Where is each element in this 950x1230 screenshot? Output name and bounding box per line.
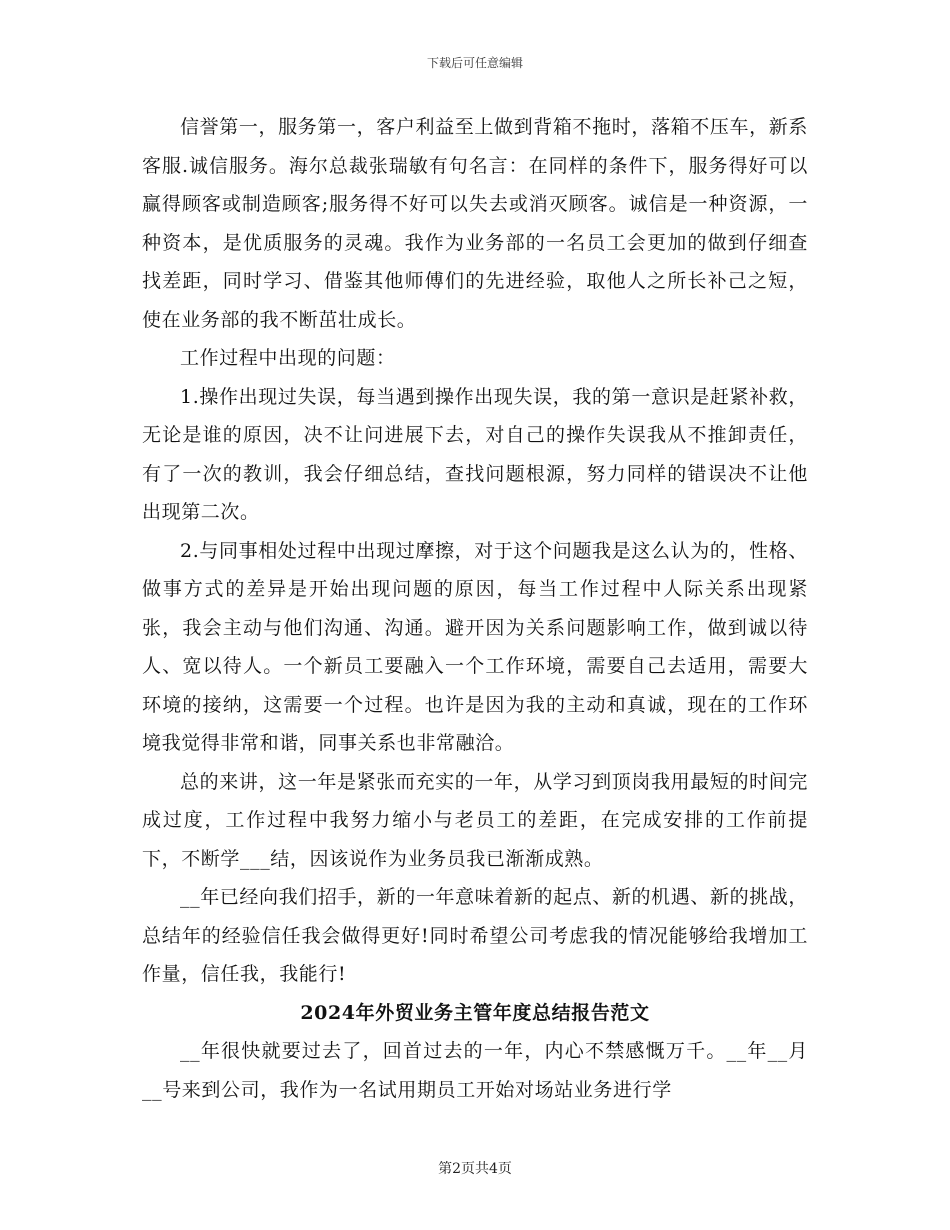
page-footer <box>0 1158 950 1178</box>
paragraph: __年已经向我们招手，新的一年意味着新的起点、新的机遇、新的挑战，总结年的经验信任我会做得更好!同时希望公司考虑我的情况能够给我增加工作量，信任我，我能行! <box>142 886 808 985</box>
paragraph: 1.操作出现过失误，每当遇到操作出现失误，我的第一意识是赶紧补救，无论是谁的原因，决不让问进展下去，对自己的操作失误我从不推卸责任，有了一次的教训，我会仔细总结，查找问题根源，努力同样的错误决不让他出现第二次。 <box>142 385 808 523</box>
document-body <box>142 108 808 1109</box>
header-text: 下载后可任意编辑 <box>426 56 523 70</box>
section-title: 2024年外贸业务主管年度总结报告范文 <box>300 1001 650 1024</box>
page-number: 第2页共4页 <box>438 1161 512 1177</box>
paragraph: __年很快就要过去了，回首过去的一年，内心不禁感慨万千。__年__月__号来到公司，我作为一名试用期员工开始对场站业务进行学 <box>142 1040 808 1101</box>
paragraph: 2.与同事相处过程中出现过摩擦，对于这个问题我是这么认为的，性格、做事方式的差异是开始出现问题的原因，每当工作过程中人际关系出现紧张，我会主动与他们沟通、沟通。避开因为关系问题影响工作，做到诚以待人、宽以待人。一个新员工要融入一个工作环境，需要自己去适用，需要大环境的接纳，这需要一个过程。也许是因为我的主动和真诚，现在的工作环境我觉得非常和谐，同事关系也非常融洽。 <box>142 539 808 754</box>
paragraph: 信誉第一，服务第一，客户利益至上做到背箱不拖时，落箱不压车，新系客服.诚信服务。海尔总裁张瑞敏有句名言：在同样的条件下，服务得好可以赢得顾客或制造顾客;服务得不好可以失去或消灭顾客。诚信是一种资源，一种资本，是优质服务的灵魂。我作为业务部的一名员工会更加的做到仔细查找差距，同时学习、借鉴其他师傅们的先进经验，取他人之所长补己之短，使在业务部的我不断茁壮成长。 <box>142 116 808 331</box>
paragraph: 总的来讲，这一年是紧张而充实的一年，从学习到顶岗我用最短的时间完成过度，工作过程中我努力缩小与老员工的差距，在完成安排的工作前提下，不断学___结，因该说作为业务员我已渐渐成熟。 <box>142 770 808 870</box>
page-header <box>0 54 950 71</box>
paragraph: 工作过程中出现的问题： <box>180 347 396 369</box>
